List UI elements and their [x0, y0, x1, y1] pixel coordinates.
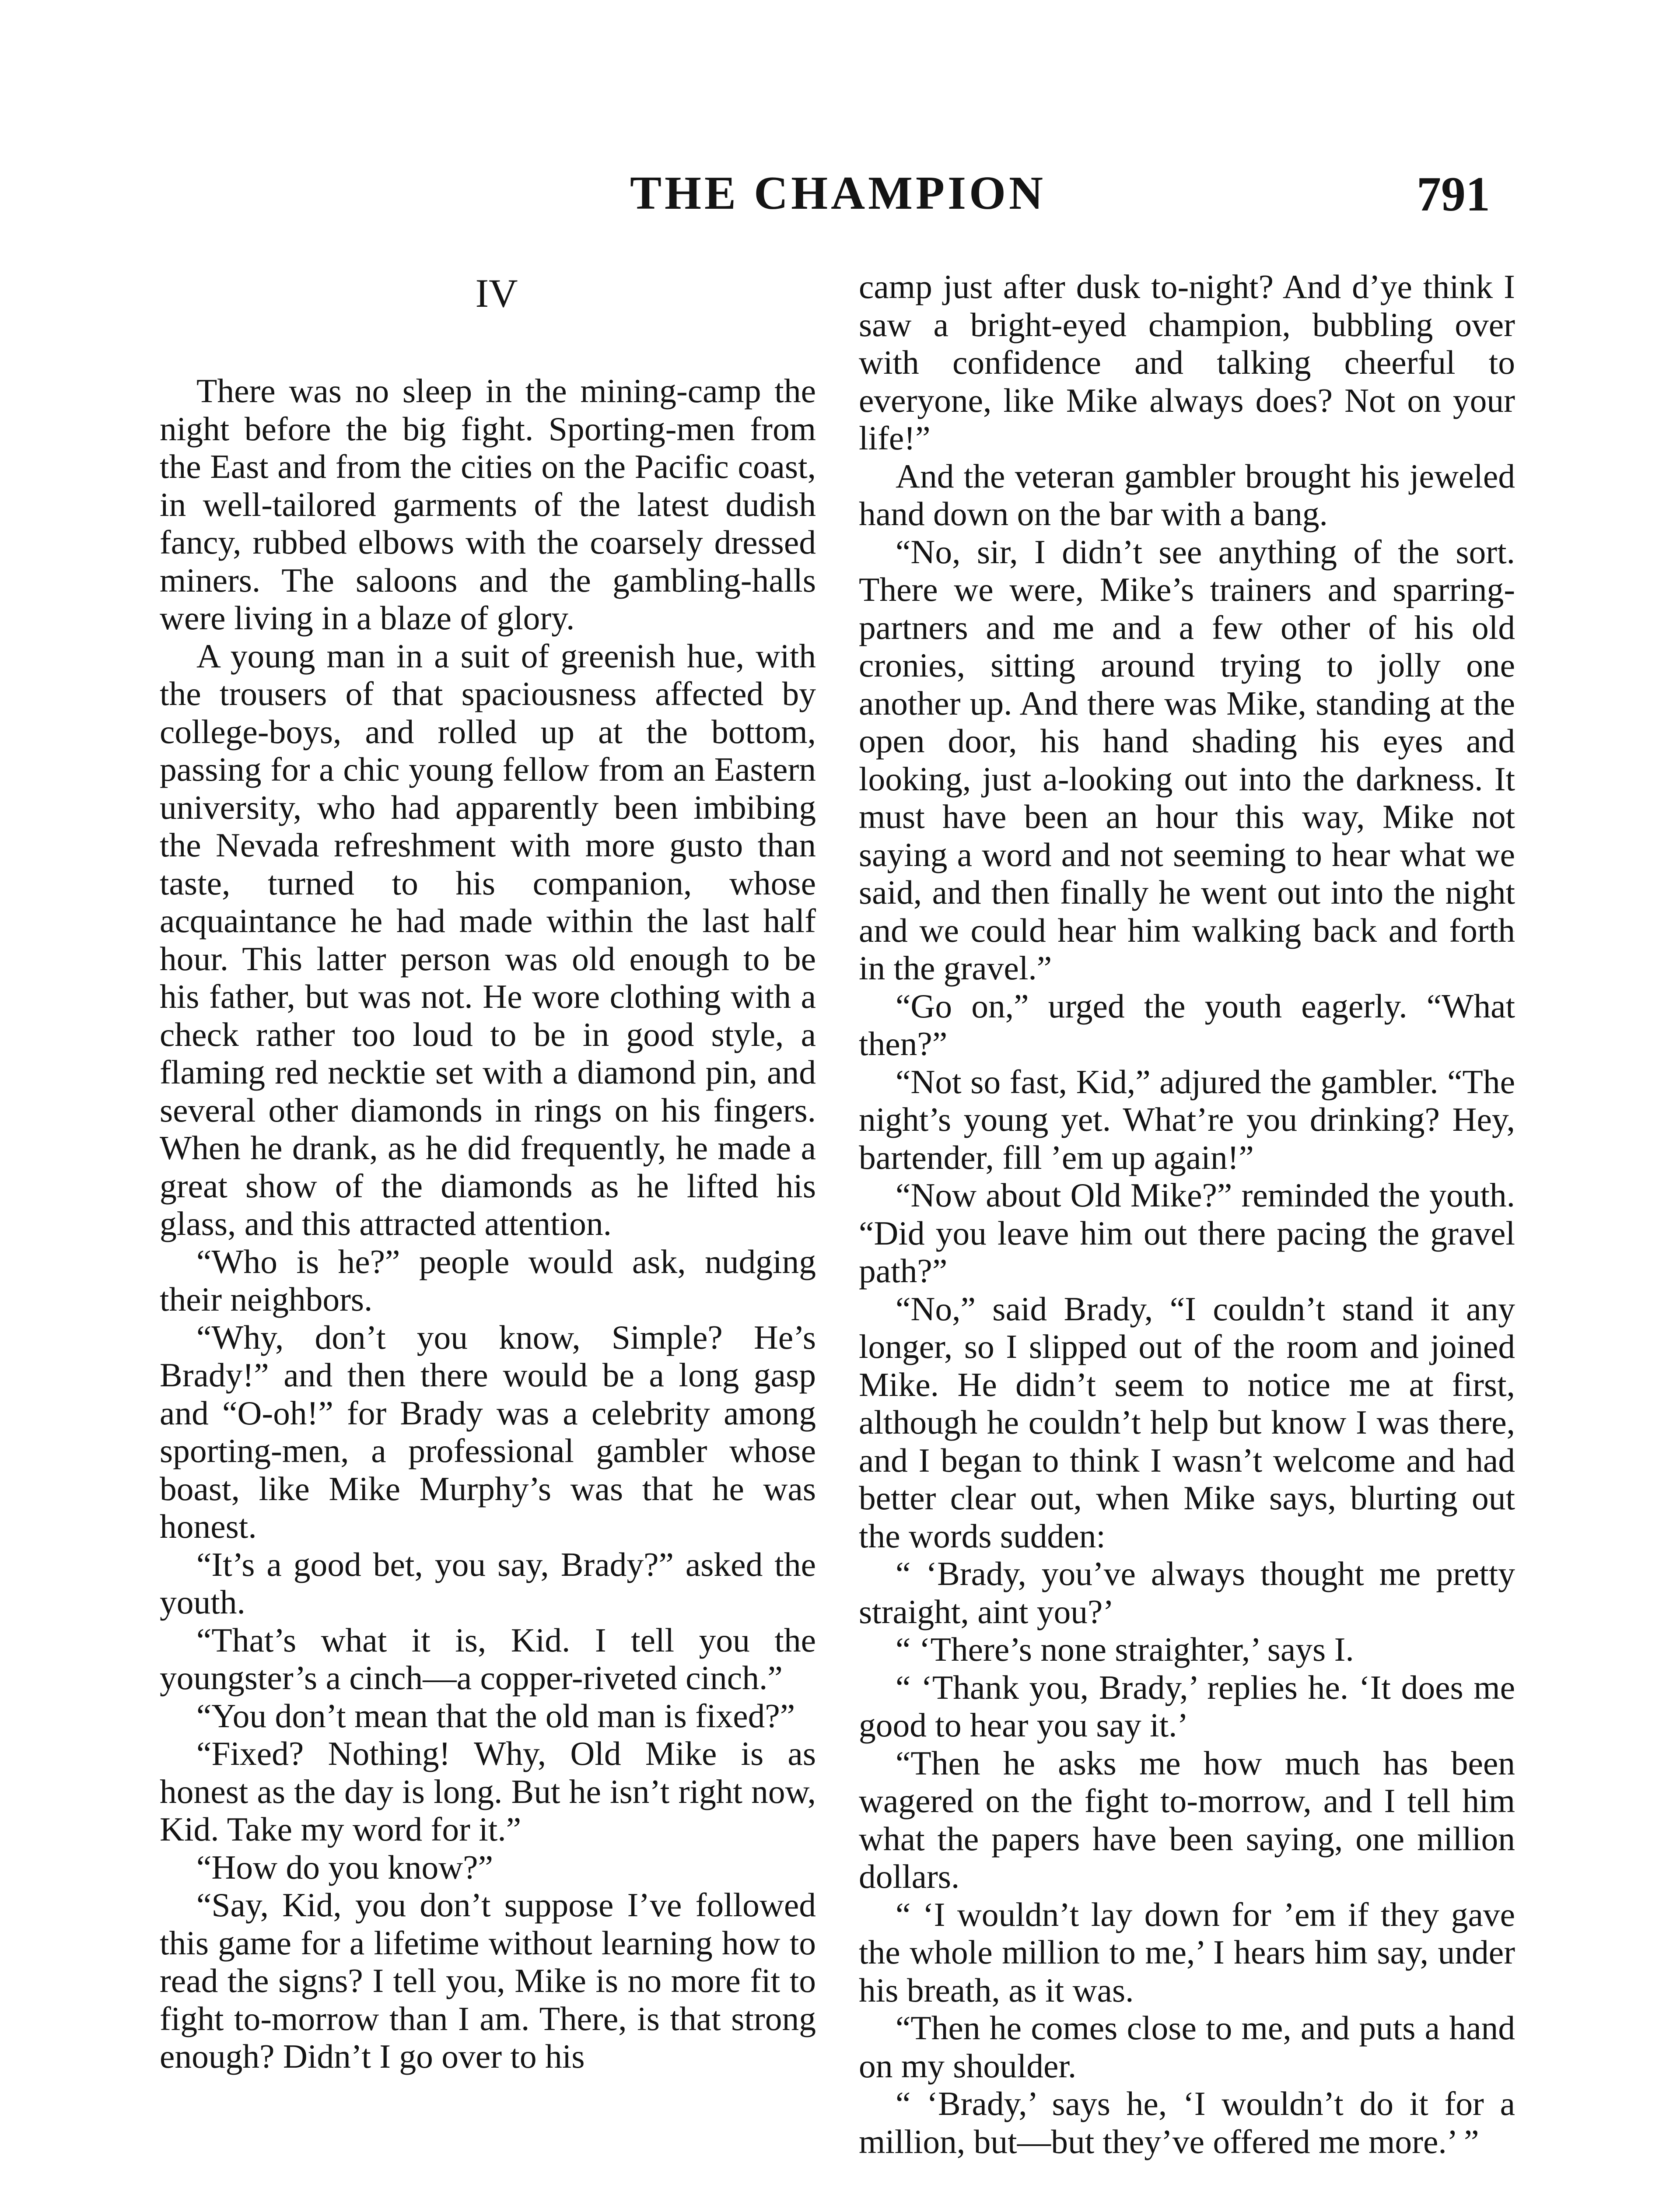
- paragraph: “ ‘Thank you, Brady,’ replies he. ‘It does me good to hear you say it.’: [859, 1668, 1515, 1744]
- running-head: [0, 166, 1680, 245]
- paragraph: “Go on,” urged the youth eagerly. “What then?”: [859, 987, 1515, 1062]
- paragraph: “Then he comes close to me, and puts a hand on my shoulder.: [859, 2009, 1515, 2085]
- paragraph: “Fixed? Nothing! Why, Old Mike is as honest as the day is long. But he isn’t right now, Kid. Take my word for it.”: [160, 1735, 816, 1848]
- paragraph-continued: camp just after dusk to-night? And d’ye think I saw a bright-eyed champion, bubbling over with confidence and talking cheerful to everyone, like Mike always does? Not on your life!”: [859, 268, 1515, 457]
- paragraph: “ ‘There’s none straighter,’ says I.: [896, 1630, 1354, 1668]
- paragraph: “No,” said Brady, “I couldn’t stand it any longer, so I slipped out of the room and joined Mike. He didn’t seem to notice me at first, although he couldn’t help but know I was there, and I began to think I wasn’t welcome and had better clear out, when Mike says, blurting out the words sudden:: [859, 1290, 1515, 1555]
- paragraph: “Who is he?” people would ask, nudging their neighbors.: [160, 1242, 816, 1318]
- paragraph: “Say, Kid, you don’t suppose I’ve followed this game for a lifetime without learning how to read the signs? I tell you, Mike is no more fit to fight to-morrow than I am. There, is that strong enough? Didn’t I go over to his: [160, 1886, 816, 2075]
- section-heading: IV: [475, 271, 518, 316]
- paragraph: “That’s what it is, Kid. I tell you the youngster’s a cinch—a copper-riveted cinch.”: [160, 1621, 816, 1697]
- paragraph: “It’s a good bet, you say, Brady?” asked the youth.: [160, 1545, 816, 1621]
- running-title: THE CHAMPION: [630, 167, 1046, 219]
- paragraph: “No, sir, I didn’t see anything of the sort. There we were, Mike’s trainers and sparring-partners and me and a few other of his old cronies, sitting around trying to jolly one another up. And there was Mike, standing at the open door, his hand shading his eyes and looking, just a-looking out into the darkness. It must have been an hour this way, Mike not saying a word and not seeming to hear what we said, and then finally he went out into the night and we could hear him walking back and forth in the gravel.”: [859, 533, 1515, 987]
- paragraph: “Then he asks me how much has been wagered on the fight to-morrow, and I tell him what the papers have been saying, one million dollars.: [859, 1744, 1515, 1895]
- paragraph: A young man in a suit of greenish hue, with the trousers of that spaciousness affected by college-boys, and rolled up at the bottom, passing for a chic young fellow from an Eastern university, who had apparently been imbibing the Nevada refreshment with more gusto than taste, turned to his companion, whose acquaintance he had made within the last half hour. This latter person was old enough to be his father, but was not. He wore clothing with a check rather too loud to be in good style, a flaming red necktie set with a diamond pin, and several other diamonds in rings on his fingers. When he drank, as he did frequently, he made a great show of the diamonds as he lifted his glass, and this attracted attention.: [160, 637, 816, 1242]
- paragraph: “ ‘Brady,’ says he, ‘I wouldn’t do it for a million, but—but they’ve offered me more.’ ”: [859, 2085, 1515, 2160]
- page-number: 791: [1417, 167, 1490, 221]
- paragraph: And the veteran gambler brought his jeweled hand down on the bar with a bang.: [859, 457, 1515, 533]
- paragraph: There was no sleep in the mining-camp the night before the big fight. Sporting-men from the East and from the cities on the Pacific coast, in well-tailored garments of the latest dudish fancy, rubbed elbows with the coarsely dressed miners. The saloons and the gambling-halls were living in a blaze of glory.: [160, 372, 816, 637]
- paragraph: “Why, don’t you know, Simple? He’s Brady!” and then there would be a long gasp and “O-oh!” for Brady was a celebrity among sporting-men, a professional gambler whose boast, like Mike Murphy’s was that he was honest.: [160, 1318, 816, 1545]
- paragraph: “Now about Old Mike?” reminded the youth. “Did you leave him out there pacing the gravel path?”: [859, 1176, 1515, 1290]
- left-column: [160, 271, 816, 2076]
- paragraph: “You don’t mean that the old man is fixed?”: [196, 1697, 795, 1735]
- right-column: [859, 268, 1515, 2160]
- paragraph: “Not so fast, Kid,” adjured the gambler. “The night’s young yet. What’re you drinking? Hey, bartender, fill ’em up again!”: [859, 1062, 1515, 1176]
- paragraph: “ ‘I wouldn’t lay down for ’em if they gave the whole million to me,’ I hears him say, under his breath, as it was.: [859, 1895, 1515, 2009]
- paragraph: “How do you know?”: [196, 1848, 493, 1886]
- paragraph: “ ‘Brady, you’ve always thought me pretty straight, aint you?’: [859, 1555, 1515, 1630]
